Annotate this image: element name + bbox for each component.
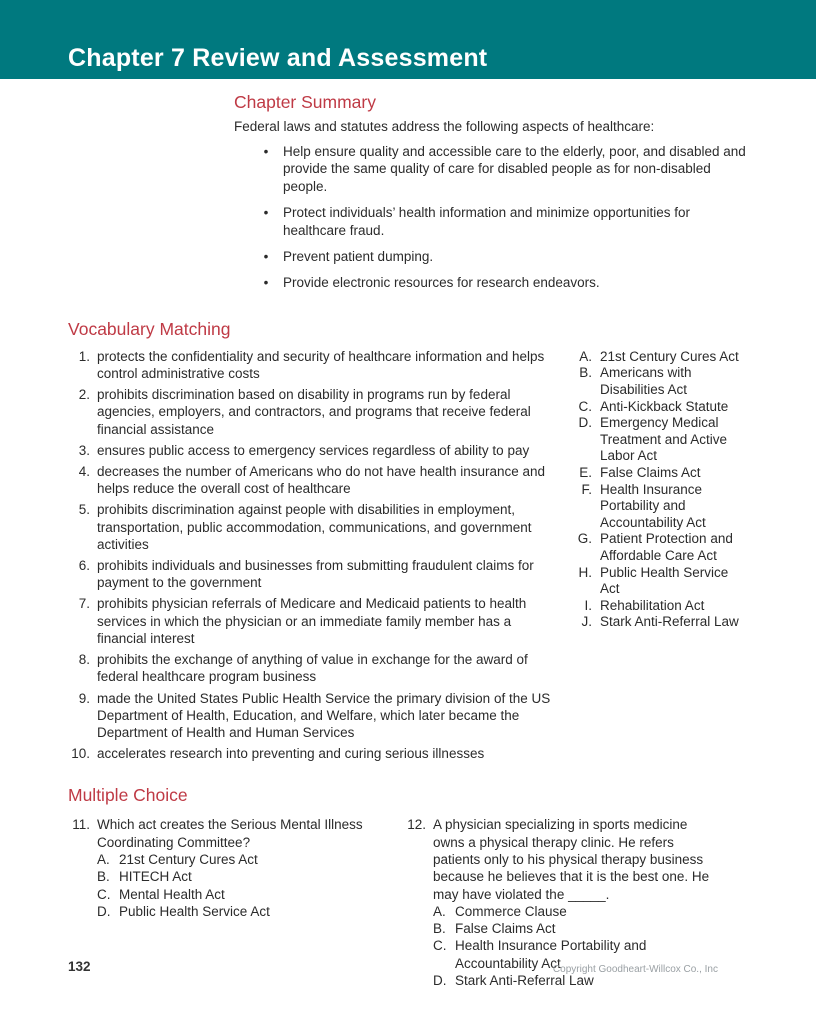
chapter-summary-bullet-list <box>260 143 748 292</box>
vocab-option-text: Patient Protection and Affordable Care Act <box>600 531 733 563</box>
choice-letter: A. <box>433 903 446 919</box>
multiple-choice-section <box>68 785 748 989</box>
vocab-option-text: Emergency Medical Treatment and Active Labor Act <box>600 415 728 464</box>
vocab-option-letter: J. <box>581 614 592 630</box>
vocab-item-text: prohibits individuals and businesses from submitting fraudulent claims for payment to the government <box>97 558 534 591</box>
choice-item <box>97 903 385 920</box>
bullet-text: Provide electronic resources for research endeavors. <box>283 275 600 291</box>
vocab-option-text: False Claims Act <box>600 465 701 480</box>
choice-item <box>97 868 385 885</box>
chapter-summary-section <box>234 92 748 292</box>
choice-letter: B. <box>97 869 110 885</box>
vocab-item-number: 2. <box>78 387 90 403</box>
vocab-item-text: made the United States Public Health Service the primary division of the US Department of Health, Education, and Welfare, which later became the Department of Health and Human Services <box>97 690 551 740</box>
vocab-item-number: 3. <box>78 442 90 458</box>
chapter-summary-intro: Federal laws and statutes address the following aspects of healthcare: <box>234 119 655 134</box>
vocab-item <box>68 595 555 647</box>
vocab-option <box>576 365 748 398</box>
choice-text: HITECH Act <box>119 869 192 885</box>
vocab-option <box>576 465 748 482</box>
vocab-option <box>576 531 748 564</box>
page-content <box>0 92 816 989</box>
vocab-option <box>576 349 748 366</box>
vocabulary-matching-heading: Vocabulary Matching <box>68 318 231 339</box>
vocab-item <box>68 348 555 382</box>
vocab-option-letter: A. <box>579 348 592 364</box>
vocab-option-letter: F. <box>581 481 592 497</box>
question-text: Which act creates the Serious Mental Illness Coordinating Committee? <box>97 817 363 850</box>
vocab-option <box>576 598 748 615</box>
choice-item <box>433 920 721 937</box>
vocab-item <box>68 557 555 591</box>
choice-text: False Claims Act <box>455 921 556 937</box>
choice-item <box>433 903 721 920</box>
vocab-item-text: prohibits physician referrals of Medicare and Medicaid patients to health services in which the physician or an immediate family member has a financial interest <box>97 596 527 646</box>
bullet-text: Protect individuals’ health information and minimize opportunities for healthcare fraud. <box>283 205 690 238</box>
choice-text: Public Health Service Act <box>119 903 270 919</box>
page-title: Chapter 7 Review and Assessment <box>68 44 488 72</box>
vocab-definition-list <box>68 348 555 762</box>
vocab-item <box>68 501 555 553</box>
vocab-item <box>68 463 555 497</box>
vocab-option-text: Health Insurance Portability and Accountability Act <box>600 481 706 530</box>
vocab-option-letter: C. <box>578 398 592 414</box>
vocabulary-matching-body <box>68 348 748 762</box>
question-number: 11. <box>72 817 90 833</box>
choice-item <box>97 851 385 868</box>
vocab-option-text: Anti-Kickback Statute <box>600 398 729 414</box>
choice-list <box>433 903 721 989</box>
question-11 <box>68 816 404 989</box>
vocabulary-matching-section <box>68 319 748 762</box>
choice-text: Health Insurance Portability and Accountability Act <box>455 938 647 971</box>
choice-letter: D. <box>433 972 447 988</box>
vocab-option <box>576 482 748 532</box>
vocab-option-letter: I. <box>584 597 592 613</box>
bullet-marker-icon <box>260 204 272 239</box>
chapter-summary-heading: Chapter Summary <box>234 92 376 112</box>
bullet-item <box>260 143 748 195</box>
vocab-item <box>68 386 555 438</box>
bullet-item <box>260 248 748 265</box>
choice-letter: B. <box>433 921 446 937</box>
vocab-option <box>576 415 748 465</box>
vocab-item-number: 4. <box>78 464 90 480</box>
vocab-item-number: 5. <box>78 502 90 518</box>
bullet-item <box>260 274 748 291</box>
vocab-item-text: prohibits discrimination based on disability in programs run by federal agencies, employers, and contractors, and programs that receive federal financial assistance <box>97 387 531 437</box>
vocab-answer-option-list <box>576 348 748 762</box>
vocab-option-letter: E. <box>579 465 592 480</box>
bullet-marker-icon <box>260 143 272 195</box>
vocab-item-text: accelerates research into preventing and curing serious illnesses <box>97 746 485 762</box>
question-body <box>97 816 385 989</box>
choice-text: Commerce Clause <box>455 903 567 919</box>
bullet-text: Prevent patient dumping. <box>283 249 434 265</box>
bullet-marker-icon <box>260 248 272 265</box>
vocab-option-text: Stark Anti-Referral Law <box>600 614 739 630</box>
vocab-option-letter: H. <box>578 564 592 580</box>
question-text: A physician specializing in sports medicine owns a physical therapy clinic. He refers patients only to his physical therapy business because he believes that it is the best one. He may have violated the _____. <box>433 817 710 902</box>
vocab-option-text: 21st Century Cures Act <box>600 348 739 364</box>
choice-text: Mental Health Act <box>119 886 225 902</box>
bullet-marker-icon <box>260 274 272 291</box>
vocab-option <box>576 614 748 631</box>
vocab-item-number: 9. <box>78 690 90 706</box>
vocab-option-letter: D. <box>578 415 592 431</box>
vocab-item <box>68 690 555 742</box>
choice-text: Stark Anti-Referral Law <box>455 972 594 988</box>
chapter-header-band <box>0 0 816 79</box>
choice-list <box>97 851 385 920</box>
multiple-choice-heading: Multiple Choice <box>68 785 188 806</box>
vocab-item-number: 6. <box>78 558 90 574</box>
bullet-item <box>260 204 748 239</box>
question-number: 12. <box>407 817 426 833</box>
vocab-option <box>576 565 748 598</box>
vocab-item-text: decreases the number of Americans who do not have health insurance and helps reduce the overall cost of healthcare <box>97 464 546 497</box>
copyright-notice: Copyright Goodheart-Willcox Co., Inc <box>552 964 718 975</box>
vocab-item-text: prohibits the exchange of anything of value in exchange for the award of federal healthcare program business <box>97 652 528 685</box>
vocab-item-number: 8. <box>78 652 90 668</box>
page-number: 132 <box>68 959 91 974</box>
vocab-item-number: 7. <box>78 596 90 612</box>
vocab-item-number: 10. <box>71 746 90 762</box>
vocab-option-letter: B. <box>579 365 592 381</box>
vocab-item <box>68 651 555 685</box>
vocab-option-text: Americans with Disabilities Act <box>600 365 692 398</box>
vocab-option-letter: G. <box>577 531 592 547</box>
choice-item <box>97 886 385 903</box>
vocab-item-text: ensures public access to emergency services regardless of ability to pay <box>97 442 530 458</box>
vocab-option-text: Rehabilitation Act <box>600 597 705 613</box>
bullet-text: Help ensure quality and accessible care to the elderly, poor, and disabled and provide the same quality of care for disabled people as for non-disabled people. <box>283 144 746 194</box>
vocab-item-number: 1. <box>78 348 90 364</box>
choice-letter: A. <box>97 851 110 867</box>
vocab-item-text: prohibits discrimination against people with disabilities in employment, transportation, public accommodation, communications, and government activities <box>97 502 532 552</box>
choice-letter: C. <box>97 886 111 902</box>
vocab-option <box>576 399 748 416</box>
choice-letter: D. <box>97 903 111 919</box>
choice-letter: C. <box>433 938 447 954</box>
vocab-item <box>68 442 555 459</box>
choice-text: 21st Century Cures Act <box>119 851 258 867</box>
vocab-item <box>68 745 555 762</box>
vocab-item-text: protects the confidentiality and security of healthcare information and helps control administrative costs <box>97 348 545 382</box>
vocab-option-text: Public Health Service Act <box>600 564 729 597</box>
